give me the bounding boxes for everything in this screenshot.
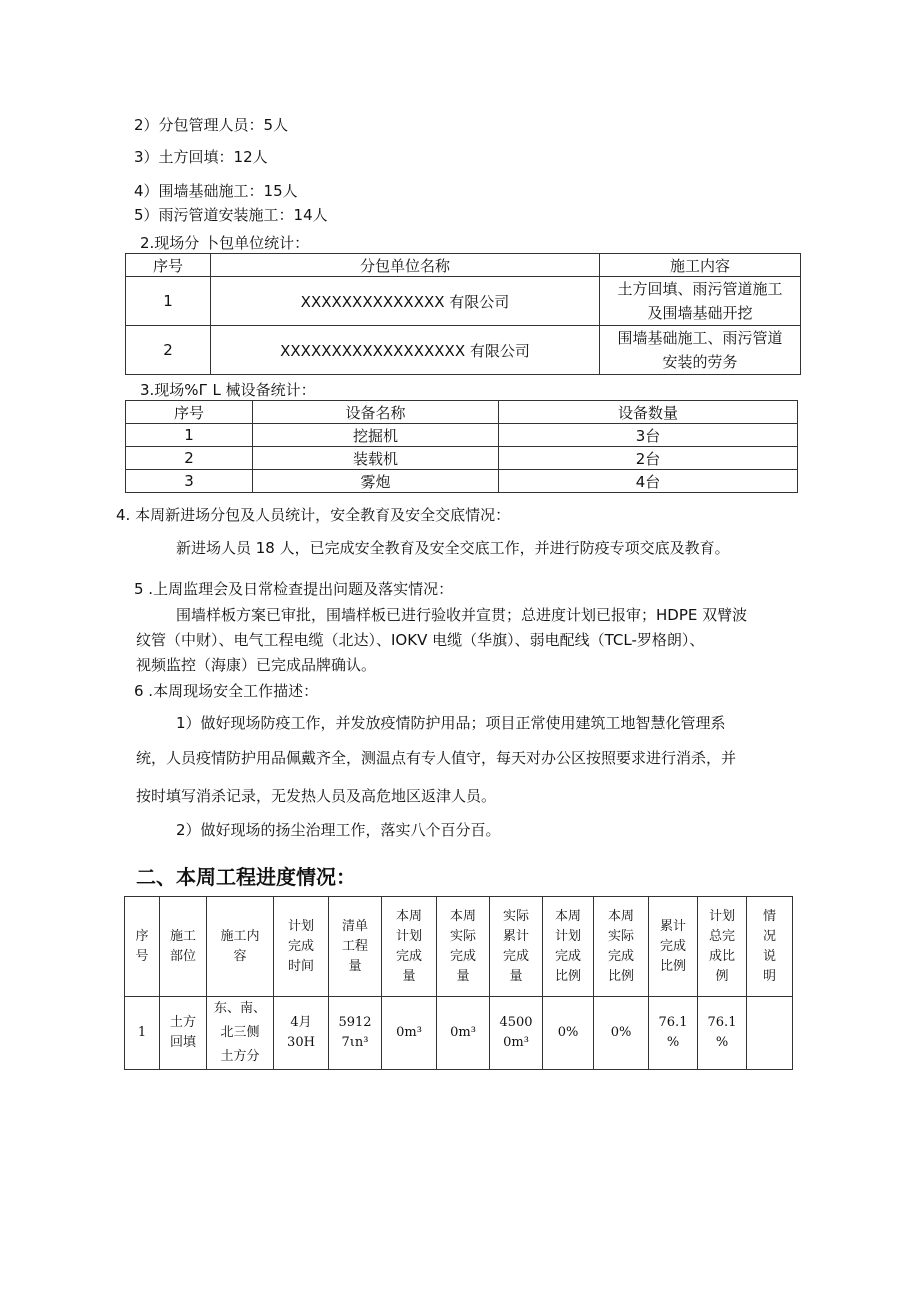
stat-line-4: 4）围墙基础施工：15人 (134, 182, 298, 200)
header-total-plan-ratio: 计划 总完 成比 例 (698, 897, 747, 997)
section6-title: 6 .本周现场安全工作描述： (134, 682, 319, 700)
cell-bill-qty: 5912 7ιn³ (329, 997, 382, 1070)
content-line: 安装的劳务 (662, 353, 738, 371)
cell-content (600, 326, 801, 375)
section5-title: 5 .上周监理会及日常检查提出问题及落实情况： (134, 580, 454, 598)
section4-title: 4. 本周新进场分包及人员统计，安全教育及安全交底情况： (116, 506, 511, 524)
cell-week-plan-ratio: 0% (543, 997, 594, 1070)
cell-week-actual-ratio: 0% (594, 997, 649, 1070)
progress-table (124, 896, 793, 1070)
cell-no: 1 (126, 277, 211, 326)
cell-remarks (747, 997, 793, 1070)
header-part: 施工 部位 (160, 897, 207, 997)
cell-plan-time: 4月 30H (274, 997, 329, 1070)
table-row (126, 424, 798, 447)
content-line: 围墙基础施工、雨污管道 (617, 329, 783, 347)
header-cell: 施工内容 (600, 254, 801, 277)
cell-cum-actual-qty: 4500 0m³ (490, 997, 543, 1070)
cell-no: 1 (125, 997, 160, 1070)
cell-no: 2 (126, 447, 253, 470)
section5-line: 纹管（中财）、电气工程电缆（北达）、IOKV 电缆（华旗）、弱电配线（TCL-罗格朗）、 (136, 631, 705, 649)
cell-week-actual-qty: 0m³ (437, 997, 490, 1070)
cell-part: 土方 回填 (160, 997, 207, 1070)
header-cell: 设备名称 (253, 401, 499, 424)
cell-qty: 2台 (499, 447, 798, 470)
cell-cum-plan-ratio: 76.1 % (649, 997, 698, 1070)
header-no: 序 号 (125, 897, 160, 997)
progress-heading: 二、本周工程进度情况： (136, 865, 356, 889)
content-line: 及围墙基础开挖 (647, 304, 753, 322)
stat-line-5: 5）雨污管道安装施工：14人 (134, 206, 328, 224)
header-week-plan-ratio: 本周 计划 完成 比例 (543, 897, 594, 997)
cell-qty: 3台 (499, 424, 798, 447)
header-week-actual-ratio: 本周 实际 完成 比例 (594, 897, 649, 997)
section5-line: 视频监控（海康）已完成品牌确认。 (136, 656, 377, 674)
table-header-row (126, 254, 801, 277)
table-header-row (125, 897, 793, 997)
stat-line-3: 3）土方回填：12人 (134, 148, 268, 166)
table-row (126, 447, 798, 470)
cell-name: 挖掘机 (253, 424, 499, 447)
section4-body: 新进场人员 18 人，已完成安全教育及安全交底工作，并进行防疫专项交底及教育。 (176, 539, 730, 557)
section6-line: 按时填写消杀记录，无发热人员及高危地区返津人员。 (136, 787, 497, 805)
header-bill-qty: 清单 工程 量 (329, 897, 382, 997)
header-plan-time: 计划 完成 时间 (274, 897, 329, 997)
table-row (125, 997, 793, 1070)
cell-total-plan-ratio: 76.1 % (698, 997, 747, 1070)
equip-section-title: 3.现场%Г L 械设备统计： (140, 381, 316, 399)
header-content: 施工内 容 (207, 897, 274, 997)
cell-name: 雾炮 (253, 470, 499, 493)
header-cell: 序号 (126, 401, 253, 424)
content-line: 土方回填、雨污管道施工 (617, 280, 783, 298)
header-cell: 设备数量 (499, 401, 798, 424)
cell-name: 装载机 (253, 447, 499, 470)
table-row (126, 470, 798, 493)
cell-no: 2 (126, 326, 211, 375)
header-cum-plan-ratio: 累计 完成 比例 (649, 897, 698, 997)
header-cell: 序号 (126, 254, 211, 277)
cell-name: XXXXXXXXXXXXXXXXXX 有限公司 (211, 326, 600, 375)
cell-no: 1 (126, 424, 253, 447)
cell-week-plan-qty: 0m³ (382, 997, 437, 1070)
cell-qty: 4台 (499, 470, 798, 493)
sub-section-title: 2.现场分 卜包单位统计： (140, 234, 310, 252)
table-header-row (126, 401, 798, 424)
section6-line: 1）做好现场防疫工作，并发放疫情防护用品；项目正常使用建筑工地智慧化管理系 (176, 714, 726, 732)
header-remarks: 情 况 说 明 (747, 897, 793, 997)
header-week-plan-qty: 本周 计划 完成 量 (382, 897, 437, 997)
header-cum-actual-qty: 实际 累计 完成 量 (490, 897, 543, 997)
subcontractor-table (125, 253, 801, 375)
cell-no: 3 (126, 470, 253, 493)
header-week-actual-qty: 本周 实际 完成 量 (437, 897, 490, 997)
cell-content (600, 277, 801, 326)
stat-line-2: 2）分包管理人员：5人 (134, 116, 289, 134)
cell-name: XXXXXXXXXXXXXX 有限公司 (211, 277, 600, 326)
equipment-table (125, 400, 798, 493)
table-row (126, 277, 801, 326)
section6-line: 统，人员疫情防护用品佩戴齐全，测温点有专人值守，每天对办公区按照要求进行消杀，并 (136, 749, 737, 767)
section6-line: 2）做好现场的扬尘治理工作，落实八个百分百。 (176, 821, 501, 839)
header-cell: 分包单位名称 (211, 254, 600, 277)
section5-line: 围墙样板方案已审批，围墙样板已进行验收并宣贯；总进度计划已报审；HDPE 双臂波 (176, 606, 748, 624)
cell-content: 东、南、 北三侧 土方分 (207, 997, 274, 1070)
table-row (126, 326, 801, 375)
